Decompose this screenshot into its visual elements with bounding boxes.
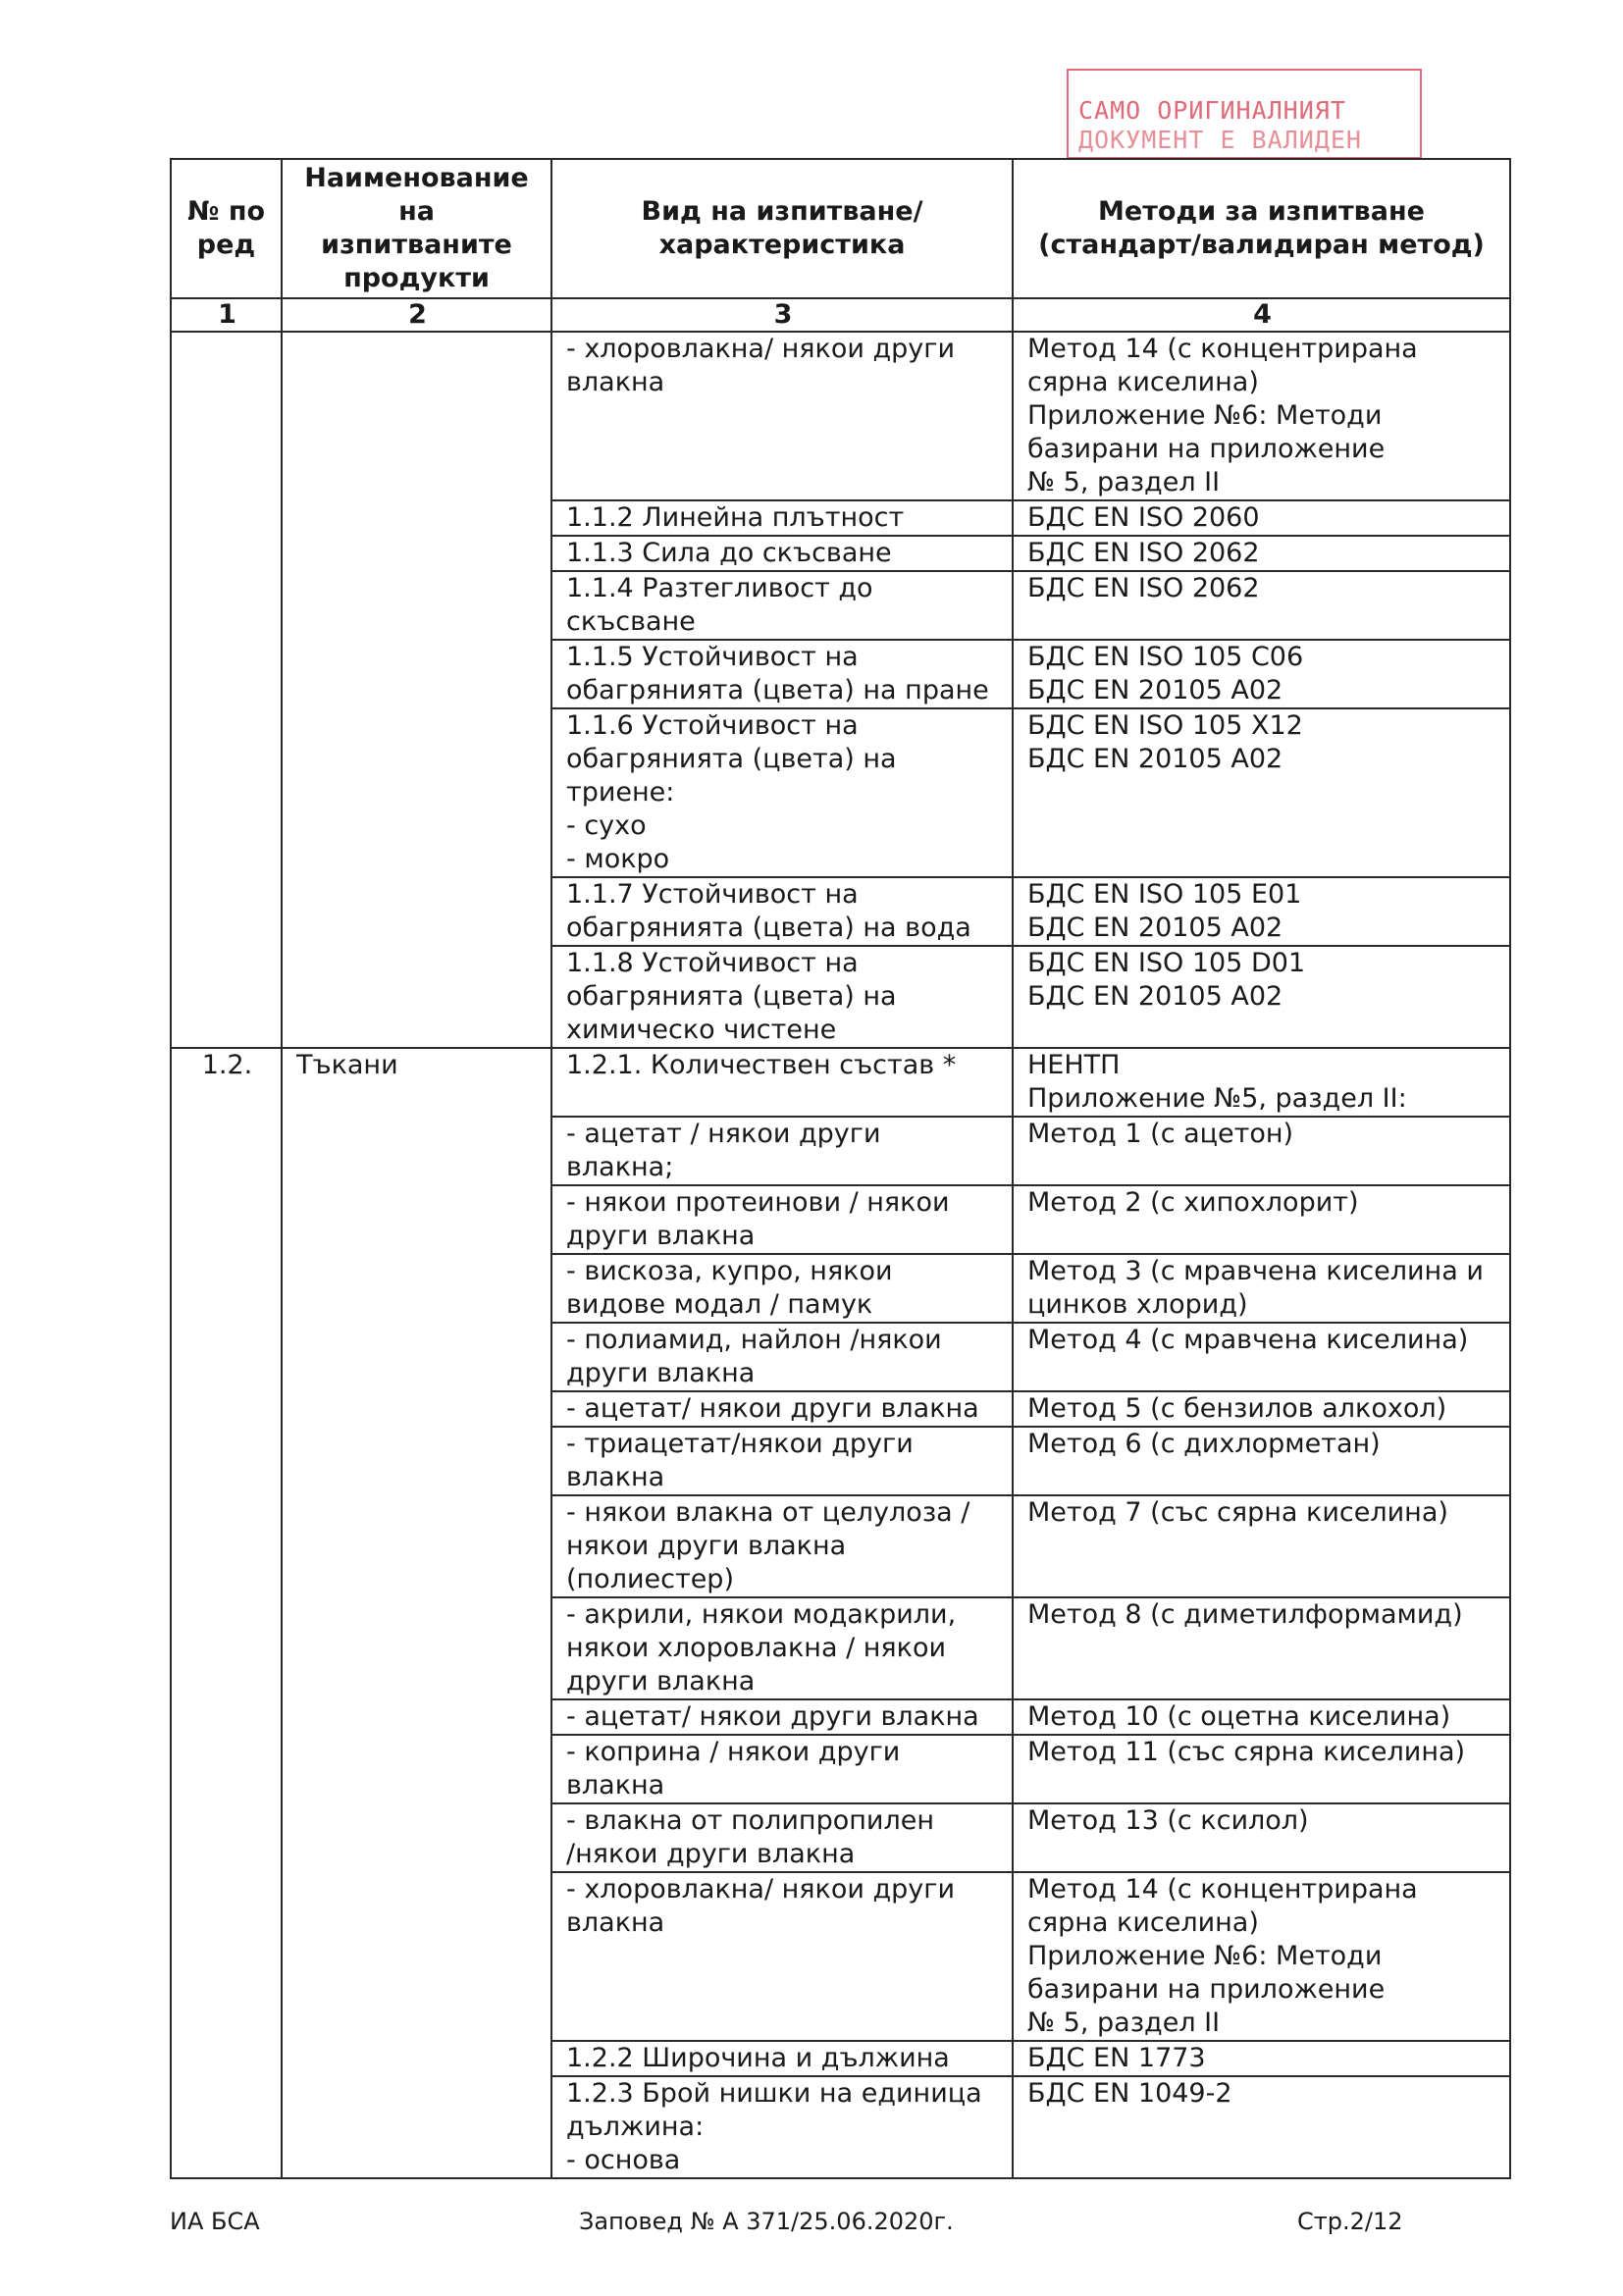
cell-test-type: - полиамид, найлон /някои други влакна	[551, 1323, 1013, 1391]
column-number-row	[171, 298, 1510, 332]
cell-test-type: - ацетат/ някои други влакна	[551, 1699, 1013, 1735]
column-number: 3	[551, 298, 1013, 332]
cell-test-type: 1.1.4 Разтегливост до скъсване	[551, 571, 1013, 640]
cell-test-type: - акрили, някои модакрили, някои хлоровлакна / някои други влакна	[551, 1597, 1013, 1699]
cell-test-method: БДС EN ISO 105 C06 БДС EN 20105 A02	[1013, 640, 1510, 708]
cell-test-type: - триацетат/някои други влакна	[551, 1427, 1013, 1495]
cell-product-name	[282, 332, 551, 1048]
table-row	[171, 1048, 1510, 1117]
stamp-line-2: ДОКУМЕНТ Е ВАЛИДЕН	[1078, 126, 1362, 154]
cell-test-method: Метод 5 (с бензилов алкохол)	[1013, 1391, 1510, 1427]
column-number: 1	[171, 298, 282, 332]
cell-test-method: Метод 11 (със сярна киселина)	[1013, 1735, 1510, 1803]
cell-test-method: Метод 8 (с диметилформамид)	[1013, 1597, 1510, 1699]
cell-test-method: БДС EN ISO 105 X12 БДС EN 20105 A02	[1013, 708, 1510, 877]
cell-test-type: 1.2.3 Брой нишки на единица дължина: - основа	[551, 2076, 1013, 2178]
validity-stamp	[1067, 69, 1422, 159]
cell-test-type: - някои влакна от целулоза / някои други влакна (полиестер)	[551, 1495, 1013, 1597]
cell-test-type: 1.2.2 Широчина и дължина	[551, 2041, 1013, 2076]
cell-test-type: 1.1.8 Устойчивост на обагрянията (цвета) на химическо чистене	[551, 946, 1013, 1048]
cell-product-name: Тъкани	[282, 1048, 551, 2178]
cell-test-method: Метод 6 (с дихлорметан)	[1013, 1427, 1510, 1495]
cell-test-type: 1.1.3 Сила до скъсване	[551, 536, 1013, 571]
cell-test-method: Метод 1 (с ацетон)	[1013, 1117, 1510, 1185]
cell-test-type: - хлоровлакна/ някои други влакна	[551, 1872, 1013, 2041]
column-number: 2	[282, 298, 551, 332]
cell-test-method: БДС EN ISO 2062	[1013, 536, 1510, 571]
footer-page-number: Стр.2/12	[1297, 2208, 1403, 2235]
cell-test-method: БДС EN ISO 2062	[1013, 571, 1510, 640]
cell-test-type: 1.2.1. Количествен състав *	[551, 1048, 1013, 1117]
column-number: 4	[1013, 298, 1510, 332]
footer-issuer: ИА БСА	[170, 2208, 260, 2235]
stamp-line-1: САМО ОРИГИНАЛНИЯТ	[1078, 96, 1346, 125]
cell-test-type: - хлоровлакна/ някои други влакна	[551, 332, 1013, 500]
cell-test-method: Метод 3 (с мравчена киселина и цинков хлорид)	[1013, 1254, 1510, 1323]
cell-test-method: БДС EN ISO 2060	[1013, 500, 1510, 536]
table-header-row	[171, 159, 1510, 298]
cell-test-method: БДС EN 1773	[1013, 2041, 1510, 2076]
header-row-number: № по ред	[171, 159, 282, 298]
cell-test-method: Метод 14 (с концентрирана сярна киселина) Приложение №6: Методи базирани на приложение № 5, раздел II	[1013, 1872, 1510, 2041]
table-row	[171, 332, 1510, 500]
cell-test-type: - влакна от полипропилен /някои други влакна	[551, 1803, 1013, 1872]
cell-test-type: - ацетат/ някои други влакна	[551, 1391, 1013, 1427]
table-body	[171, 332, 1510, 2178]
cell-test-method: Метод 10 (с оцетна киселина)	[1013, 1699, 1510, 1735]
cell-test-type: - ацетат / някои други влакна;	[551, 1117, 1013, 1185]
cell-test-method: Метод 4 (с мравчена киселина)	[1013, 1323, 1510, 1391]
cell-test-method: НЕНТП Приложение №5, раздел II:	[1013, 1048, 1510, 1117]
header-test-methods: Методи за изпитване (стандарт/валидиран метод)	[1013, 159, 1510, 298]
cell-test-method: Метод 14 (с концентрирана сярна киселина) Приложение №6: Методи базирани на приложение № 5, раздел II	[1013, 332, 1510, 500]
cell-test-type: - някои протеинови / някои други влакна	[551, 1185, 1013, 1254]
cell-test-method: БДС EN 1049-2	[1013, 2076, 1510, 2178]
cell-test-type: - коприна / някои други влакна	[551, 1735, 1013, 1803]
cell-row-number	[171, 332, 282, 1048]
cell-test-type: 1.1.2 Линейна плътност	[551, 500, 1013, 536]
header-product-name: Наименование на изпитваните продукти	[282, 159, 551, 298]
cell-test-method: Метод 13 (с ксилол)	[1013, 1803, 1510, 1872]
cell-test-method: БДС EN ISO 105 D01 БДС EN 20105 A02	[1013, 946, 1510, 1048]
cell-test-method: Метод 2 (с хипохлорит)	[1013, 1185, 1510, 1254]
footer-order-number: Заповед № А 371/25.06.2020г.	[579, 2208, 954, 2235]
cell-row-number: 1.2.	[171, 1048, 282, 2178]
cell-test-type: 1.1.7 Устойчивост на обагрянията (цвета) на вода	[551, 877, 1013, 946]
header-test-type: Вид на изпитване/ характеристика	[551, 159, 1013, 298]
accreditation-scope-table	[170, 158, 1511, 2179]
cell-test-type: 1.1.6 Устойчивост на обагрянията (цвета) на триене: - сухо - мокро	[551, 708, 1013, 877]
cell-test-type: - вискоза, купро, някои видове модал / памук	[551, 1254, 1013, 1323]
cell-test-type: 1.1.5 Устойчивост на обагрянията (цвета) на пране	[551, 640, 1013, 708]
cell-test-method: БДС EN ISO 105 E01 БДС EN 20105 A02	[1013, 877, 1510, 946]
cell-test-method: Метод 7 (със сярна киселина)	[1013, 1495, 1510, 1597]
